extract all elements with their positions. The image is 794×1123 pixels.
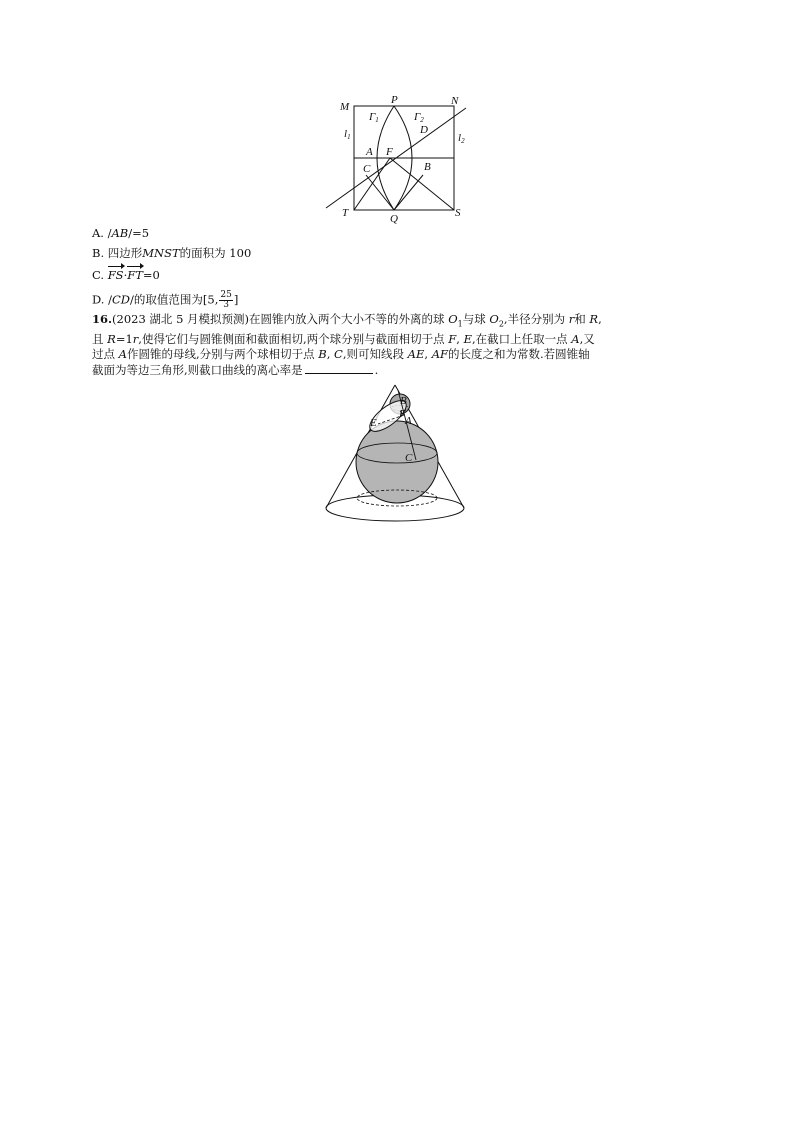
label-a2: A	[405, 415, 412, 427]
label-c: C	[363, 163, 371, 175]
fraction: $\frac{25}{3}$	[220, 290, 232, 310]
answer-blank[interactable]	[305, 373, 373, 374]
label-f2: F	[399, 408, 406, 420]
vector-ft: FT	[127, 268, 143, 282]
label-t: T	[342, 207, 349, 219]
label-b2: B	[400, 395, 407, 407]
label-gamma2: Γ2	[414, 111, 424, 124]
option-b: B. 四边形MNST的面积为 100	[92, 246, 252, 260]
problem-16-line-4: 截面为等边三角形,则截口曲线的离心率是 .	[92, 362, 379, 377]
rectangle-arcs-figure	[320, 90, 480, 230]
large-sphere	[356, 421, 438, 503]
label-m: M	[340, 101, 350, 113]
label-l1: l1	[344, 128, 351, 141]
label-l2: l2	[458, 132, 465, 145]
label-e2: E	[370, 417, 377, 429]
label-n: N	[451, 95, 459, 107]
label-s: S	[455, 207, 461, 219]
label-c2: C	[405, 452, 413, 464]
problem-16-line-1: 16.(2023 湖北 5 月模拟预测)在圆锥内放入两个大小不等的外离的球 $O_1$与球 $O_2$,半径分别为 r和 R,	[92, 312, 602, 329]
problem-16-line-3: 过点 A作圆锥的母线,分别与两个球相切于点 B, C,则可知线段 AE, AF的长度之和为常数.若圆锥轴	[92, 347, 590, 362]
vector-fs: FS	[107, 268, 124, 282]
label-p: P	[391, 94, 398, 106]
label-a: A	[366, 146, 373, 158]
option-d: D. /CD/的取值范围为[5, $\frac{25}{3}$ ]	[92, 290, 239, 310]
label-b: B	[424, 161, 431, 173]
label-f: F	[386, 146, 393, 158]
problem-16	[92, 312, 702, 378]
problem-16-line-2: 且 R=1r,使得它们与圆锥侧面和截面相切,两个球分别与截面相切于点 F, E,在截口上任取一点 A,又	[92, 331, 595, 346]
option-a: A. /AB/=5	[92, 226, 150, 240]
label-gamma1: Γ1	[369, 111, 379, 124]
segment-fs	[390, 158, 454, 210]
label-q: Q	[390, 213, 398, 225]
cone-spheres-figure	[320, 380, 470, 530]
label-d: D	[420, 124, 428, 136]
option-c: C. FS·FT=0	[92, 268, 160, 282]
